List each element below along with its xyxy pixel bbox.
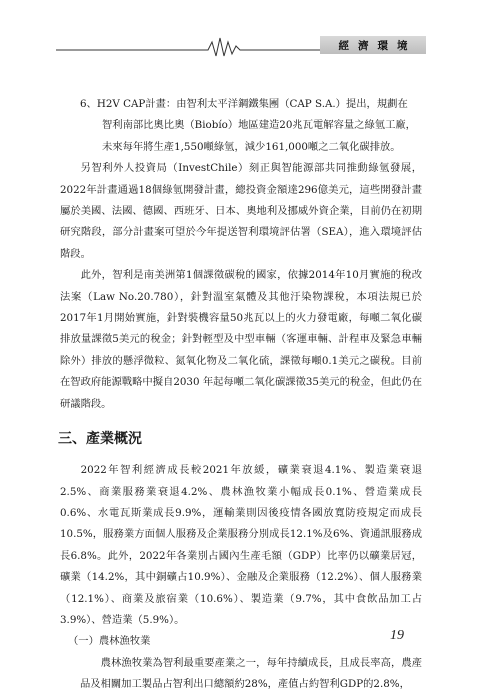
list-item-line: 6、H2V CAP計畫：由智利太平洋鋼鐵集團（CAP S.A.）提出，規劃在 [80, 98, 408, 110]
running-header [56, 34, 426, 58]
paragraph-investchile: 另智利外人投資局（InvestChile）刻正與智能源部共同推動綠氫發展，2022年計畫通過18個綠氫開發計畫，總投資金額達296億美元，這些開發計畫屬於美國、法國、德國、西班牙、日本、奧地利及挪威外資企業，目前仍在初期研究階段，部分計畫案可望於今年提送智利環境評估署（SEA），進入環境評估階段。 [60, 162, 422, 260]
header-badge [320, 36, 426, 54]
section-heading: 三、產業概況 [58, 431, 142, 448]
list-item-line: 未來每年將生產1,550噸綠氫，減少161,000噸之二氧化碳排放。 [102, 140, 401, 153]
list-item-6 [60, 94, 422, 158]
list-item-line: 智利南部比奧比奧（Biobío）地區建造20兆瓦電解容量之綠氫工廠， [102, 119, 416, 132]
page-body [60, 94, 422, 696]
paragraph-industry-overview: 2022年智利經濟成長較2021年放緩，礦業衰退4.1%、製造業衰退2.5%、商業服務業衰退4.2%、農林漁牧業小幅成長0.1%、營造業成長0.6%、水電瓦斯業成長9.9%，運輸業則因後疫情各國放寬防疫規定而成長10.5%，服務業方面個人服務及企業服務分別成長12.1%及6%、資通訊服務成長6.8%。此外，2022年各業別占國內生產毛額（GDP）比率仍以礦業居冠，礦業（14.2%，其中銅礦占10.9%）、金融及企業服務（12.2%）、個人服務業（12.1%）、商業及旅宿業（10.6%）、製造業（9.7%，其中食飲品加工占3.9%）、營造業（5.9%）。 [60, 464, 422, 626]
header-title: 經濟環境 [338, 39, 417, 52]
page-number: 19 [390, 628, 404, 643]
paragraph-agriculture: 農林漁牧業為智利最重要產業之一，每年持續成長，且成長率高，農產品及相關加工製品占智利出口總額約28%，產值占約智利GDP的2.8%， [80, 656, 422, 691]
subsection-body [60, 653, 422, 696]
paragraph-carbon-tax: 此外，智利是南美洲第1個課徵碳稅的國家，依據2014年10月實施的稅改法案（Law No.20.780），針對溫室氣體及其他汙染物課稅，本項法規已於2017年1月開始實施，針對裝機容量50兆瓦以上的火力發電廠，每噸二氧化碳排放量課徵5美元的稅金；針對輕型及中型車輛（客運車輛、計程車及緊急車輛除外）排放的懸浮微粒、氮氧化物及二氧化硫，課徵每噸0.1美元之碳稅。目前在智政府能源戰略中擬自2030 年起每噸二氧化碳課徵35美元的稅金，但此仍在研議階段。 [60, 269, 422, 410]
subsection-heading: （一）農林漁牧業 [68, 635, 151, 648]
